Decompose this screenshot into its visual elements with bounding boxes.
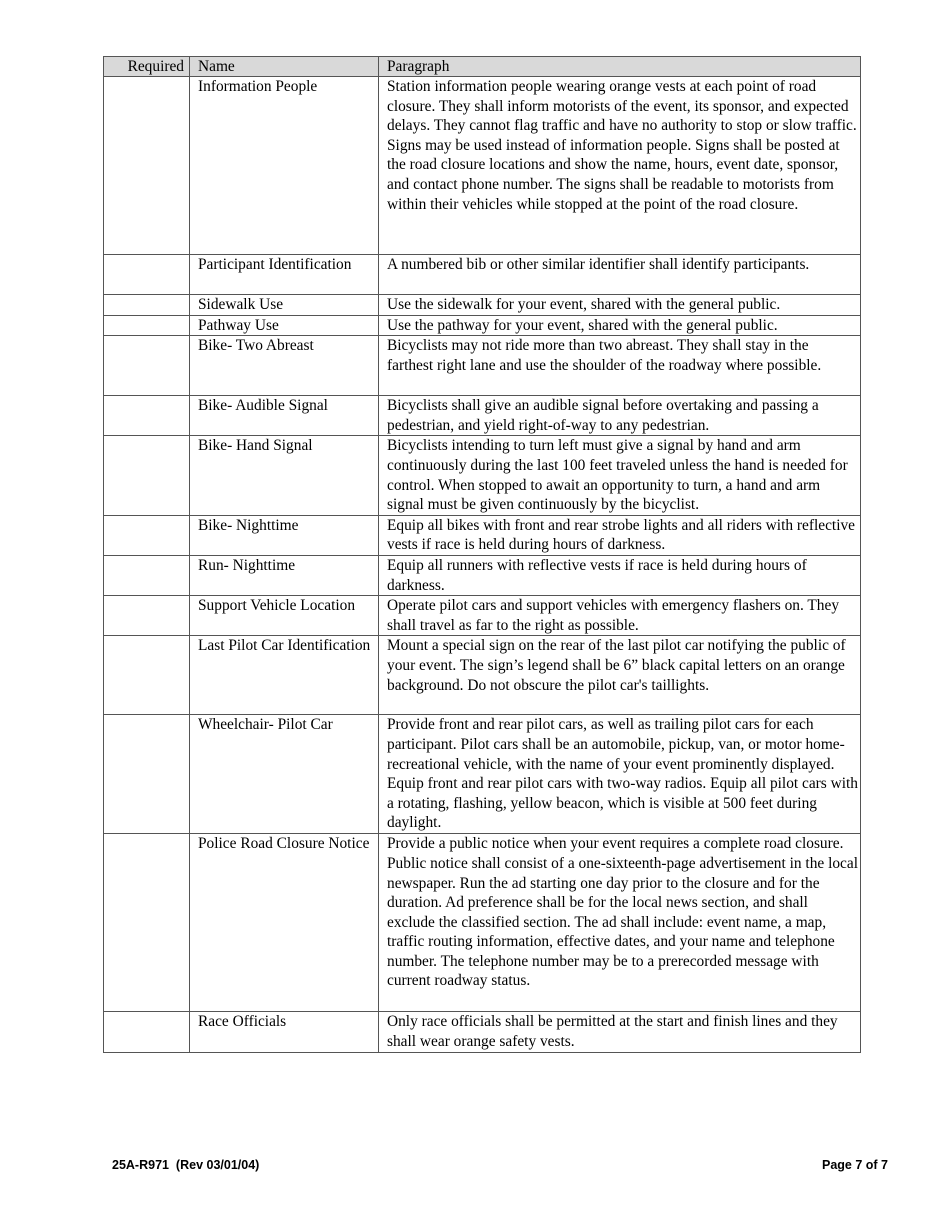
table-row bbox=[104, 436, 861, 515]
name-cell: Participant Identification bbox=[190, 255, 379, 295]
name-cell: Bike- Audible Signal bbox=[190, 396, 379, 436]
requirements-table bbox=[103, 56, 861, 1053]
table-row bbox=[104, 555, 861, 595]
name-cell: Bike- Nighttime bbox=[190, 515, 379, 555]
required-cell bbox=[104, 336, 190, 396]
form-id: 25A-R971 (Rev 03/01/04) bbox=[112, 1158, 260, 1172]
table-header bbox=[104, 57, 861, 77]
paragraph-cell: Operate pilot cars and support vehicles with emergency flashers on. They shall travel as far to the right as possible. bbox=[379, 596, 861, 636]
required-cell bbox=[104, 295, 190, 316]
paragraph-cell: Station information people wearing orange vests at each point of road closure. They shall inform motorists of the event, its sponsor, and expected delays. They cannot flag traffic and have no authority to stop or slow traffic. Signs may be used instead of information people. Signs shall be posted at the road closure locations and show the name, hours, event date, sponsor, and contact phone number. The signs shall be readable to motorists from within their vehicles while stopped at the point of the road closure. bbox=[379, 77, 861, 255]
paragraph-cell: Bicyclists intending to turn left must give a signal by hand and arm continuously during the last 100 feet traveled unless the hand is needed for control. When stopped to await an opportunity to turn, a hand and arm signal must be given continuously by the bicyclist. bbox=[379, 436, 861, 515]
table-row bbox=[104, 396, 861, 436]
paragraph-cell: Provide front and rear pilot cars, as well as trailing pilot cars for each participant. Pilot cars shall be an automobile, pickup, van, or motor home-recreational vehicle, with the name of your event prominently displayed. Equip front and rear pilot cars with two-way radios. Equip all pilot cars with a rotating, flashing, yellow beacon, which is visible at 500 feet during daylight. bbox=[379, 715, 861, 834]
table-row bbox=[104, 515, 861, 555]
paragraph-cell: Provide a public notice when your event requires a complete road closure. Public notice shall consist of a one-sixteenth-page advertisement in the local newspaper. Run the ad starting one day prior to the closure and for the duration. Ad preference shall be for the local news section, and shall exclude the classified section. The ad shall include: event name, a map, traffic routing information, effective dates, and your name and telephone number. The telephone number may be to a prerecorded message with current roadway status. bbox=[379, 834, 861, 1012]
required-cell bbox=[104, 515, 190, 555]
name-cell: Race Officials bbox=[190, 1012, 379, 1052]
paragraph-cell: A numbered bib or other similar identifier shall identify participants. bbox=[379, 255, 861, 295]
required-cell bbox=[104, 834, 190, 1012]
required-cell bbox=[104, 636, 190, 715]
required-cell bbox=[104, 715, 190, 834]
required-cell bbox=[104, 255, 190, 295]
paragraph-cell: Equip all runners with reflective vests if race is held during hours of darkness. bbox=[379, 555, 861, 595]
table-row bbox=[104, 336, 861, 396]
paragraph-cell: Mount a special sign on the rear of the last pilot car notifying the public of your event. The sign’s legend shall be 6” black capital letters on an orange background. Do not obscure the pilot car's taillights. bbox=[379, 636, 861, 715]
name-cell: Bike- Hand Signal bbox=[190, 436, 379, 515]
table-row bbox=[104, 1012, 861, 1052]
table-row bbox=[104, 715, 861, 834]
required-cell bbox=[104, 436, 190, 515]
table-row bbox=[104, 315, 861, 336]
name-cell: Sidewalk Use bbox=[190, 295, 379, 316]
required-cell bbox=[104, 315, 190, 336]
column-header-paragraph: Paragraph bbox=[379, 57, 861, 77]
paragraph-cell: Only race officials shall be permitted at the start and finish lines and they shall wear orange safety vests. bbox=[379, 1012, 861, 1052]
page-number: Page 7 of 7 bbox=[822, 1158, 888, 1172]
table-row bbox=[104, 596, 861, 636]
paragraph-cell: Use the sidewalk for your event, shared with the general public. bbox=[379, 295, 861, 316]
name-cell: Last Pilot Car Identification bbox=[190, 636, 379, 715]
paragraph-cell: Use the pathway for your event, shared with the general public. bbox=[379, 315, 861, 336]
required-cell bbox=[104, 555, 190, 595]
required-cell bbox=[104, 596, 190, 636]
required-cell bbox=[104, 396, 190, 436]
paragraph-cell: Bicyclists shall give an audible signal before overtaking and passing a pedestrian, and yield right-of-way to any pedestrian. bbox=[379, 396, 861, 436]
name-cell: Support Vehicle Location bbox=[190, 596, 379, 636]
table-row bbox=[104, 295, 861, 316]
paragraph-cell: Equip all bikes with front and rear strobe lights and all riders with reflective vests if race is held during hours of darkness. bbox=[379, 515, 861, 555]
required-cell bbox=[104, 77, 190, 255]
name-cell: Information People bbox=[190, 77, 379, 255]
required-cell bbox=[104, 1012, 190, 1052]
name-cell: Police Road Closure Notice bbox=[190, 834, 379, 1012]
name-cell: Wheelchair- Pilot Car bbox=[190, 715, 379, 834]
column-header-name: Name bbox=[190, 57, 379, 77]
paragraph-cell: Bicyclists may not ride more than two abreast. They shall stay in the farthest right lane and use the shoulder of the roadway where possible. bbox=[379, 336, 861, 396]
table-row bbox=[104, 834, 861, 1012]
name-cell: Pathway Use bbox=[190, 315, 379, 336]
table-row bbox=[104, 77, 861, 255]
name-cell: Run- Nighttime bbox=[190, 555, 379, 595]
table-row bbox=[104, 255, 861, 295]
table-body bbox=[104, 77, 861, 1053]
name-cell: Bike- Two Abreast bbox=[190, 336, 379, 396]
column-header-required: Required bbox=[104, 57, 190, 77]
header-row bbox=[104, 57, 861, 77]
table-row bbox=[104, 636, 861, 715]
